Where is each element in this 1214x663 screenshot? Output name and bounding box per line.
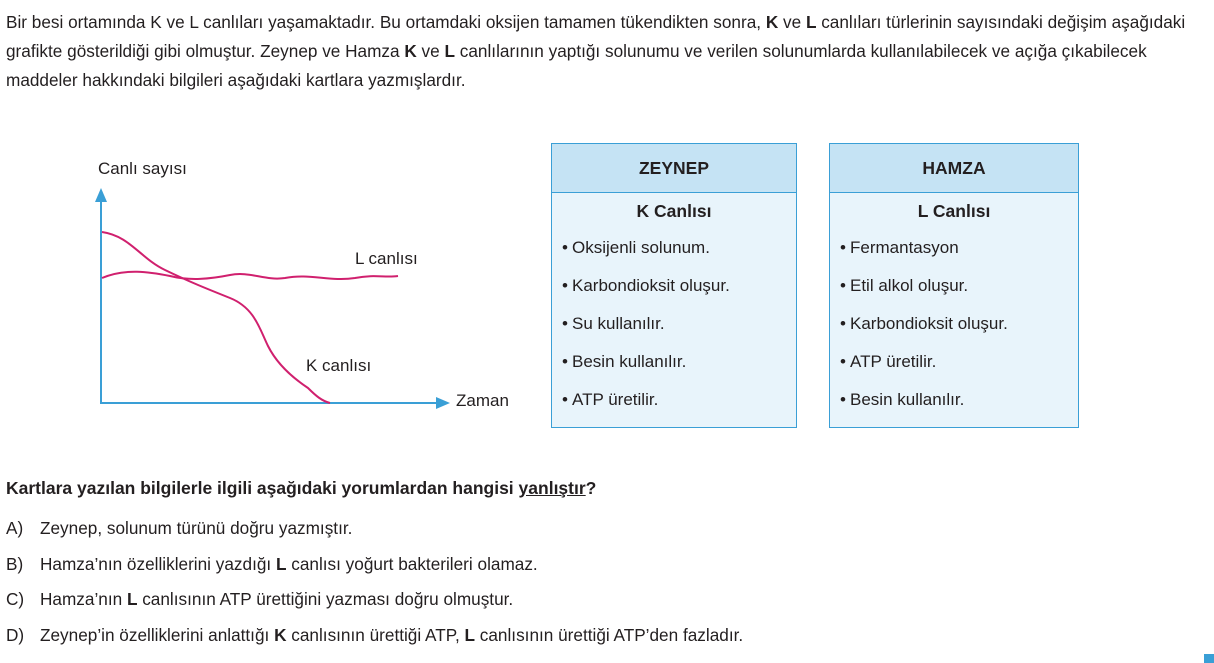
option-text: canlısı yoğurt bakterileri olamaz.	[286, 553, 538, 574]
intro-text-4: ve	[416, 41, 445, 61]
option-letter: D)	[6, 624, 25, 645]
zeynep-card-subtitle: K Canlısı	[636, 201, 712, 221]
list-item	[840, 381, 1078, 419]
zeynep-card	[551, 143, 797, 428]
option-bold: K	[274, 624, 287, 645]
option-text: Hamza’nın	[40, 589, 127, 609]
population-graph	[80, 150, 540, 430]
bullet: •	[562, 276, 568, 295]
list-item-text: Karbondioksit oluşur.	[850, 314, 1008, 333]
intro-l2: L	[444, 41, 455, 61]
option-letter: B)	[6, 553, 24, 574]
list-item-text: Oksijenli solunum.	[572, 238, 710, 257]
option-bold: L	[275, 553, 287, 574]
y-axis-label: Canlı sayısı	[98, 159, 187, 178]
zeynep-card-list	[552, 229, 796, 419]
intro-k: K	[765, 12, 779, 32]
k-curve	[102, 232, 330, 403]
hamza-card	[829, 143, 1079, 428]
corner-accent	[1204, 654, 1214, 663]
hamza-card-list	[830, 229, 1078, 419]
list-item-text: Su kullanılır.	[572, 314, 665, 333]
y-axis-arrow	[95, 188, 107, 202]
bullet: •	[840, 276, 846, 295]
intro-l: L	[805, 12, 817, 32]
bullet: •	[840, 352, 846, 371]
option-bold: L	[126, 589, 138, 609]
bullet: •	[840, 314, 846, 333]
list-item-text: Besin kullanılır.	[572, 352, 687, 371]
list-item	[562, 267, 796, 305]
bullet: •	[562, 238, 568, 257]
intro-text-5: canlılarının yaptığı solunumu ve verilen solunumlarda kullanılabilecek ve açığa çıkabilecek maddeler hakkındaki bilgileri aşağıdaki kartlara yazmışlardır.	[6, 41, 1147, 90]
intro-text-3: canlıları türlerinin sayısındaki değişim aşağıdaki grafikte gösterildiği gibi olmuştur. Zeynep ve Hamza	[6, 12, 1186, 61]
option-letter: C)	[6, 589, 25, 609]
intro-text-2: ve	[778, 12, 806, 32]
question-mark: ?	[585, 478, 597, 498]
k-series-label: K canlısı	[306, 356, 372, 375]
option-c[interactable]	[6, 587, 743, 623]
l-series-label: L canlısı	[355, 249, 418, 268]
bullet: •	[562, 314, 568, 333]
bullet: •	[562, 352, 568, 371]
question-stem	[6, 478, 596, 499]
option-text: canlısının ATP ürettiğini yazması doğru olmuştur.	[137, 589, 514, 609]
question-text: Kartlara yazılan bilgilerle ilgili aşağıdaki yorumlardan hangisi	[6, 478, 519, 498]
list-item-text: Fermantasyon	[850, 238, 959, 257]
list-item-text: ATP üretilir.	[850, 352, 937, 371]
l-curve	[102, 272, 398, 279]
list-item-text: ATP üretilir.	[572, 390, 659, 409]
list-item	[562, 229, 796, 267]
x-axis-label: Zaman	[456, 391, 509, 410]
option-text: Hamza’nın özelliklerini yazdığı	[40, 553, 276, 574]
hamza-card-title: HAMZA	[830, 144, 1078, 193]
list-item-text: Besin kullanılır.	[850, 390, 965, 409]
option-text: canlısının ürettiği ATP,	[286, 624, 465, 645]
option-letter: A)	[6, 518, 24, 538]
graph-svg	[80, 150, 540, 430]
list-item	[562, 305, 796, 343]
list-item	[562, 381, 796, 419]
option-text: Zeynep’in özelliklerini anlattığı	[40, 624, 275, 645]
bullet: •	[840, 390, 846, 409]
x-axis-arrow	[436, 397, 450, 409]
option-bold: L	[464, 624, 475, 645]
zeynep-card-title: ZEYNEP	[552, 144, 796, 193]
list-item-text: Etil alkol oluşur.	[850, 276, 969, 295]
option-d[interactable]	[6, 623, 743, 659]
list-item	[840, 305, 1078, 343]
list-item	[840, 229, 1078, 267]
intro-paragraph	[6, 8, 1211, 95]
list-item-text: Karbondioksit oluşur.	[572, 276, 730, 295]
intro-k2: K	[404, 41, 417, 61]
list-item	[562, 343, 796, 381]
option-a[interactable]	[6, 516, 743, 552]
bullet: •	[562, 390, 568, 409]
list-item	[840, 267, 1078, 305]
intro-text-1: Bir besi ortamında K ve L canlıları yaşamaktadır. Bu ortamdaki oksijen tamamen tükendikten sonra,	[6, 12, 766, 32]
bullet: •	[840, 238, 846, 257]
question-emphasis: yanlıştır	[518, 478, 586, 498]
option-text: canlısının ürettiği ATP’den fazladır.	[475, 624, 744, 645]
list-item	[840, 343, 1078, 381]
answer-options	[6, 516, 743, 658]
hamza-card-subtitle: L Canlısı	[917, 201, 991, 221]
option-text: Zeynep, solunum türünü doğru yazmıştır.	[40, 518, 353, 538]
option-b[interactable]	[6, 552, 743, 588]
